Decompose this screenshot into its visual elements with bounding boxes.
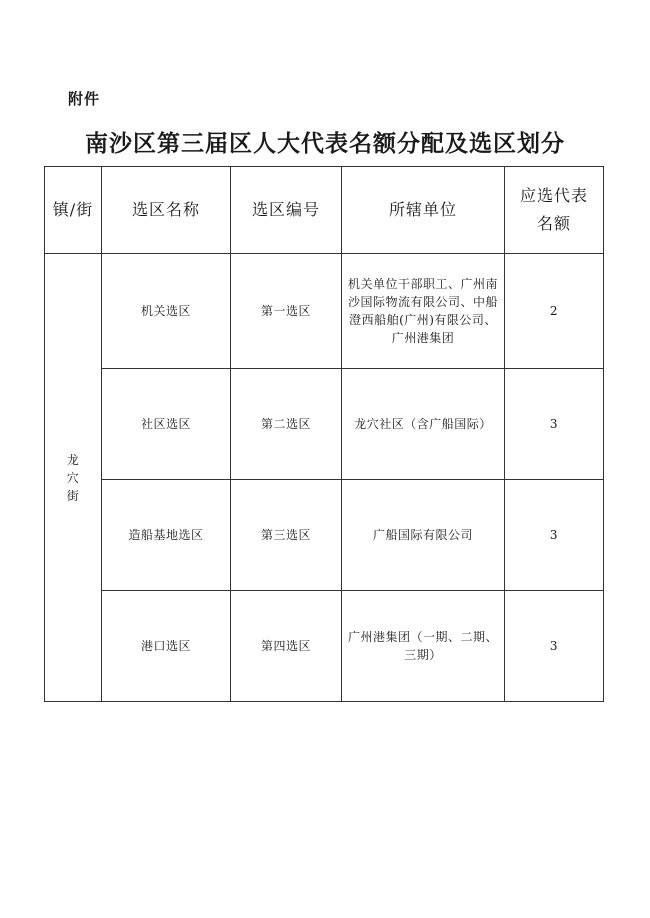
district-no-cell: 第三选区 (231, 480, 342, 591)
document-title: 南沙区第三届区人大代表名额分配及选区划分 (85, 130, 565, 157)
town-char: 龙 (66, 452, 80, 467)
header-quota-line1: 应选代表 (519, 186, 588, 205)
header-town: 镇/街 (45, 167, 102, 254)
units-line: 广州港集团 (391, 331, 455, 345)
town-char: 街 (66, 488, 80, 503)
units-cell (342, 369, 505, 480)
quota-cell: 3 (505, 369, 604, 480)
table-row (45, 369, 604, 480)
units-line: 沙国际物流有限公司、中船 (347, 295, 498, 309)
district-name-cell: 机关选区 (102, 254, 231, 369)
town-cell (45, 254, 102, 702)
quota-cell: 3 (505, 591, 604, 702)
units-line: 澄西船舶(广州)有限公司、 (349, 313, 497, 327)
units-line: 广州港集团（一期、二期、 (347, 630, 498, 644)
district-no-cell: 第一选区 (231, 254, 342, 369)
units-cell (342, 254, 505, 369)
units-cell (342, 591, 505, 702)
allocation-table (44, 166, 604, 702)
units-cell (342, 480, 505, 591)
units-line: 龙穴社区（含广船国际） (354, 417, 492, 431)
district-name-cell: 港口选区 (102, 591, 231, 702)
quota-cell: 3 (505, 480, 604, 591)
table-row (45, 591, 604, 702)
district-no-cell: 第二选区 (231, 369, 342, 480)
attachment-label: 附件 (68, 90, 101, 108)
header-quota (505, 167, 604, 254)
units-line: 三期） (404, 648, 442, 662)
district-name-cell: 造船基地选区 (102, 480, 231, 591)
header-quota-line2: 名额 (536, 214, 571, 233)
units-line: 广船国际有限公司 (372, 528, 473, 542)
quota-cell: 2 (505, 254, 604, 369)
table-row (45, 254, 604, 369)
district-no-cell: 第四选区 (231, 591, 342, 702)
table-row (45, 480, 604, 591)
district-name-cell: 社区选区 (102, 369, 231, 480)
header-district-no: 选区编号 (231, 167, 342, 254)
header-district-name: 选区名称 (102, 167, 231, 254)
units-line: 机关单位干部职工、广州南 (347, 277, 498, 291)
table-header-row (45, 167, 604, 254)
header-units: 所辖单位 (342, 167, 505, 254)
town-char: 穴 (66, 470, 80, 485)
